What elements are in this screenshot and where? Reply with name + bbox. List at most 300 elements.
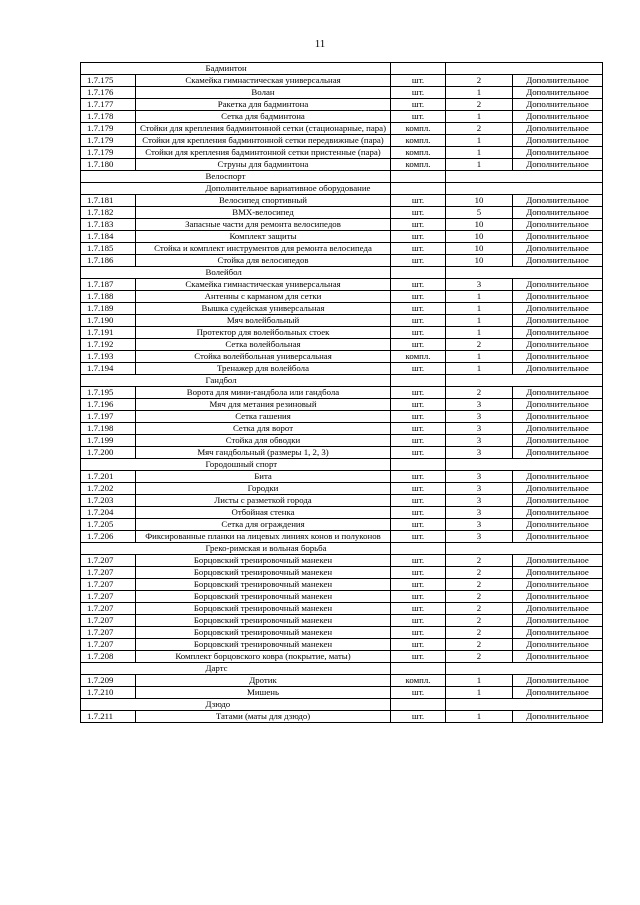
item-unit: компл. [391, 351, 446, 363]
item-unit: шт. [391, 243, 446, 255]
item-code: 1.7.179 [81, 147, 136, 159]
table-row [81, 327, 603, 339]
item-unit: шт. [391, 507, 446, 519]
item-type: Дополнительное [513, 123, 603, 135]
item-type: Дополнительное [513, 471, 603, 483]
item-name: Сетка гашения [136, 411, 391, 423]
section-empty-cell [446, 267, 603, 279]
item-code: 1.7.202 [81, 483, 136, 495]
item-code: 1.7.191 [81, 327, 136, 339]
item-unit: шт. [391, 651, 446, 663]
table-row [81, 519, 603, 531]
item-type: Дополнительное [513, 639, 603, 651]
item-code: 1.7.185 [81, 243, 136, 255]
item-name: Ворота для мини-гандбола или гандбола [136, 387, 391, 399]
item-unit: шт. [391, 387, 446, 399]
item-name: Борцовский тренировочный манекен [136, 627, 391, 639]
item-unit: шт. [391, 483, 446, 495]
item-unit: шт. [391, 615, 446, 627]
item-quantity: 2 [446, 555, 513, 567]
section-code-cell [81, 375, 136, 387]
item-name: Дротик [136, 675, 391, 687]
item-quantity: 3 [446, 435, 513, 447]
item-name: Скамейка гимнастическая универсальная [136, 75, 391, 87]
item-name: Комплект защиты [136, 231, 391, 243]
item-name: Стойка для обводки [136, 435, 391, 447]
table-row [81, 579, 603, 591]
item-quantity: 10 [446, 255, 513, 267]
item-name: Борцовский тренировочный манекен [136, 591, 391, 603]
table-row [81, 711, 603, 723]
item-unit: шт. [391, 579, 446, 591]
table-row [81, 255, 603, 267]
item-name: Борцовский тренировочный манекен [136, 639, 391, 651]
table-row [81, 627, 603, 639]
item-type: Дополнительное [513, 135, 603, 147]
item-name: Отбойная стенка [136, 507, 391, 519]
table-row [81, 387, 603, 399]
section-empty-cell [446, 543, 603, 555]
table-row [81, 219, 603, 231]
item-code: 1.7.190 [81, 315, 136, 327]
item-type: Дополнительное [513, 567, 603, 579]
section-title: Дополнительное вариативное оборудование [136, 183, 391, 195]
item-unit: шт. [391, 531, 446, 543]
item-type: Дополнительное [513, 303, 603, 315]
item-type: Дополнительное [513, 195, 603, 207]
item-quantity: 1 [446, 675, 513, 687]
item-type: Дополнительное [513, 411, 603, 423]
item-quantity: 1 [446, 315, 513, 327]
item-quantity: 3 [446, 471, 513, 483]
item-type: Дополнительное [513, 531, 603, 543]
item-type: Дополнительное [513, 159, 603, 171]
item-unit: шт. [391, 411, 446, 423]
item-name: Мишень [136, 687, 391, 699]
item-name: Сетка для ограждения [136, 519, 391, 531]
section-code-cell [81, 543, 136, 555]
item-name: Бита [136, 471, 391, 483]
item-name: Городки [136, 483, 391, 495]
item-code: 1.7.198 [81, 423, 136, 435]
item-name: Тренажер для волейбола [136, 363, 391, 375]
equipment-table-body [81, 63, 603, 723]
item-quantity: 1 [446, 135, 513, 147]
item-quantity: 1 [446, 291, 513, 303]
item-name: Борцовский тренировочный манекен [136, 615, 391, 627]
item-code: 1.7.204 [81, 507, 136, 519]
item-type: Дополнительное [513, 75, 603, 87]
item-name: Стойки для крепления бадминтонной сетки (стационарные, пара) [136, 123, 391, 135]
item-name: Борцовский тренировочный манекен [136, 579, 391, 591]
item-unit: шт. [391, 339, 446, 351]
item-name: Мяч гандбольный (размеры 1, 2, 3) [136, 447, 391, 459]
item-code: 1.7.192 [81, 339, 136, 351]
item-code: 1.7.175 [81, 75, 136, 87]
item-name: Фиксированные планки на лицевых линиях конов и полуконов [136, 531, 391, 543]
item-quantity: 2 [446, 615, 513, 627]
item-quantity: 3 [446, 279, 513, 291]
item-name: Борцовский тренировочный манекен [136, 567, 391, 579]
item-quantity: 10 [446, 243, 513, 255]
table-row [81, 111, 603, 123]
item-type: Дополнительное [513, 675, 603, 687]
item-type: Дополнительное [513, 351, 603, 363]
item-name: Протектор для волейбольных стоек [136, 327, 391, 339]
page-number: 11 [314, 38, 326, 50]
item-quantity: 1 [446, 147, 513, 159]
section-row [81, 63, 603, 75]
table-row [81, 159, 603, 171]
table-row [81, 639, 603, 651]
item-type: Дополнительное [513, 387, 603, 399]
table-row [81, 483, 603, 495]
item-quantity: 2 [446, 75, 513, 87]
table-row [81, 507, 603, 519]
item-code: 1.7.197 [81, 411, 136, 423]
item-code: 1.7.177 [81, 99, 136, 111]
item-name: Стойки для крепления бадминтонной сетки пристенные (пара) [136, 147, 391, 159]
item-name: Сетка для бадминтона [136, 111, 391, 123]
table-row [81, 351, 603, 363]
item-type: Дополнительное [513, 495, 603, 507]
item-quantity: 3 [446, 495, 513, 507]
item-code: 1.7.207 [81, 579, 136, 591]
item-name: Скамейка гимнастическая универсальная [136, 279, 391, 291]
item-code: 1.7.200 [81, 447, 136, 459]
table-row [81, 123, 603, 135]
item-unit: шт. [391, 99, 446, 111]
item-type: Дополнительное [513, 447, 603, 459]
section-empty-cell [391, 183, 446, 195]
item-type: Дополнительное [513, 399, 603, 411]
item-quantity: 10 [446, 231, 513, 243]
item-type: Дополнительное [513, 555, 603, 567]
section-row [81, 375, 603, 387]
item-quantity: 2 [446, 387, 513, 399]
item-type: Дополнительное [513, 483, 603, 495]
item-name: Борцовский тренировочный манекен [136, 555, 391, 567]
section-empty-cell [391, 543, 446, 555]
item-name: Запасные части для ремонта велосипедов [136, 219, 391, 231]
item-unit: шт. [391, 567, 446, 579]
table-row [81, 87, 603, 99]
item-unit: шт. [391, 435, 446, 447]
section-empty-cell [446, 171, 603, 183]
item-code: 1.7.186 [81, 255, 136, 267]
table-row [81, 651, 603, 663]
section-row [81, 267, 603, 279]
item-quantity: 1 [446, 351, 513, 363]
item-quantity: 1 [446, 159, 513, 171]
table-row [81, 675, 603, 687]
section-title: Бадминтон [136, 63, 391, 75]
item-type: Дополнительное [513, 327, 603, 339]
item-type: Дополнительное [513, 339, 603, 351]
table-row [81, 555, 603, 567]
section-empty-cell [446, 699, 603, 711]
item-unit: шт. [391, 303, 446, 315]
item-unit: шт. [391, 639, 446, 651]
item-quantity: 2 [446, 603, 513, 615]
item-type: Дополнительное [513, 579, 603, 591]
item-quantity: 1 [446, 303, 513, 315]
table-row [81, 363, 603, 375]
item-quantity: 2 [446, 579, 513, 591]
item-code: 1.7.180 [81, 159, 136, 171]
table-row [81, 99, 603, 111]
item-code: 1.7.207 [81, 555, 136, 567]
item-code: 1.7.199 [81, 435, 136, 447]
section-empty-cell [446, 663, 603, 675]
item-code: 1.7.184 [81, 231, 136, 243]
item-code: 1.7.207 [81, 627, 136, 639]
section-code-cell [81, 267, 136, 279]
item-name: Волан [136, 87, 391, 99]
item-type: Дополнительное [513, 627, 603, 639]
table-row [81, 303, 603, 315]
item-code: 1.7.207 [81, 639, 136, 651]
item-name: Мяч волейбольный [136, 315, 391, 327]
item-quantity: 3 [446, 399, 513, 411]
item-name: Стойка волейбольная универсальная [136, 351, 391, 363]
item-type: Дополнительное [513, 363, 603, 375]
section-title: Дартс [136, 663, 391, 675]
section-row [81, 543, 603, 555]
item-quantity: 1 [446, 111, 513, 123]
item-name: Борцовский тренировочный манекен [136, 603, 391, 615]
item-code: 1.7.194 [81, 363, 136, 375]
item-unit: шт. [391, 687, 446, 699]
item-code: 1.7.179 [81, 123, 136, 135]
section-empty-cell [446, 459, 603, 471]
item-type: Дополнительное [513, 207, 603, 219]
item-quantity: 2 [446, 651, 513, 663]
item-type: Дополнительное [513, 651, 603, 663]
table-row [81, 591, 603, 603]
item-quantity: 3 [446, 531, 513, 543]
item-code: 1.7.187 [81, 279, 136, 291]
table-row [81, 495, 603, 507]
item-code: 1.7.210 [81, 687, 136, 699]
item-type: Дополнительное [513, 615, 603, 627]
item-code: 1.7.179 [81, 135, 136, 147]
section-empty-cell [391, 663, 446, 675]
item-quantity: 2 [446, 591, 513, 603]
item-quantity: 1 [446, 711, 513, 723]
item-code: 1.7.207 [81, 603, 136, 615]
item-name: Антенны с карманом для сетки [136, 291, 391, 303]
table-row [81, 399, 603, 411]
section-empty-cell [446, 375, 603, 387]
item-code: 1.7.176 [81, 87, 136, 99]
item-type: Дополнительное [513, 255, 603, 267]
item-name: Вышка судейская универсальная [136, 303, 391, 315]
item-name: Стойка для велосипедов [136, 255, 391, 267]
item-type: Дополнительное [513, 279, 603, 291]
item-code: 1.7.181 [81, 195, 136, 207]
item-unit: шт. [391, 363, 446, 375]
item-name: Комплект борцовского ковра (покрытие, маты) [136, 651, 391, 663]
item-code: 1.7.183 [81, 219, 136, 231]
table-row [81, 339, 603, 351]
section-empty-cell [446, 63, 603, 75]
item-type: Дополнительное [513, 603, 603, 615]
item-unit: шт. [391, 195, 446, 207]
item-quantity: 2 [446, 99, 513, 111]
section-empty-cell [391, 267, 446, 279]
item-type: Дополнительное [513, 315, 603, 327]
section-title: Гандбол [136, 375, 391, 387]
item-code: 1.7.193 [81, 351, 136, 363]
table-row [81, 447, 603, 459]
item-unit: шт. [391, 627, 446, 639]
item-name: Стойка и комплект инструментов для ремонта велосипеда [136, 243, 391, 255]
table-row [81, 603, 603, 615]
section-empty-cell [391, 699, 446, 711]
item-unit: шт. [391, 603, 446, 615]
item-unit: шт. [391, 495, 446, 507]
section-code-cell [81, 459, 136, 471]
item-quantity: 2 [446, 639, 513, 651]
item-unit: компл. [391, 135, 446, 147]
item-unit: шт. [391, 231, 446, 243]
item-code: 1.7.178 [81, 111, 136, 123]
item-code: 1.7.196 [81, 399, 136, 411]
item-quantity: 3 [446, 519, 513, 531]
section-empty-cell [391, 63, 446, 75]
table-row [81, 471, 603, 483]
item-type: Дополнительное [513, 519, 603, 531]
item-unit: шт. [391, 87, 446, 99]
item-name: Струны для бадминтона [136, 159, 391, 171]
item-code: 1.7.208 [81, 651, 136, 663]
item-unit: шт. [391, 315, 446, 327]
section-row [81, 459, 603, 471]
item-type: Дополнительное [513, 687, 603, 699]
item-quantity: 2 [446, 123, 513, 135]
item-type: Дополнительное [513, 591, 603, 603]
item-code: 1.7.203 [81, 495, 136, 507]
table-row [81, 411, 603, 423]
item-quantity: 3 [446, 411, 513, 423]
table-row [81, 687, 603, 699]
item-unit: шт. [391, 711, 446, 723]
item-code: 1.7.188 [81, 291, 136, 303]
item-code: 1.7.189 [81, 303, 136, 315]
table-row [81, 279, 603, 291]
table-row [81, 315, 603, 327]
item-unit: шт. [391, 519, 446, 531]
item-quantity: 3 [446, 483, 513, 495]
item-type: Дополнительное [513, 507, 603, 519]
item-unit: шт. [391, 447, 446, 459]
item-name: Ракетка для бадминтона [136, 99, 391, 111]
item-unit: шт. [391, 279, 446, 291]
section-code-cell [81, 171, 136, 183]
table-row [81, 147, 603, 159]
table-row [81, 423, 603, 435]
item-quantity: 1 [446, 87, 513, 99]
section-empty-cell [391, 171, 446, 183]
item-unit: компл. [391, 147, 446, 159]
section-code-cell [81, 63, 136, 75]
item-quantity: 2 [446, 567, 513, 579]
section-title: Дзюдо [136, 699, 391, 711]
item-unit: шт. [391, 291, 446, 303]
table-row [81, 75, 603, 87]
item-type: Дополнительное [513, 147, 603, 159]
item-type: Дополнительное [513, 231, 603, 243]
item-unit: шт. [391, 75, 446, 87]
item-unit: компл. [391, 159, 446, 171]
item-unit: шт. [391, 591, 446, 603]
item-type: Дополнительное [513, 291, 603, 303]
section-code-cell [81, 699, 136, 711]
item-unit: шт. [391, 219, 446, 231]
item-unit: шт. [391, 111, 446, 123]
item-unit: шт. [391, 255, 446, 267]
item-unit: шт. [391, 327, 446, 339]
item-code: 1.7.205 [81, 519, 136, 531]
item-unit: компл. [391, 675, 446, 687]
item-unit: шт. [391, 207, 446, 219]
item-name: Татами (маты для дзюдо) [136, 711, 391, 723]
section-title: Велоспорт [136, 171, 391, 183]
item-unit: шт. [391, 471, 446, 483]
equipment-table [80, 62, 603, 723]
item-code: 1.7.209 [81, 675, 136, 687]
item-quantity: 1 [446, 363, 513, 375]
item-name: Мяч для метания резиновый [136, 399, 391, 411]
item-quantity: 3 [446, 423, 513, 435]
item-type: Дополнительное [513, 243, 603, 255]
item-code: 1.7.207 [81, 615, 136, 627]
table-row [81, 615, 603, 627]
item-name: Листы с разметкой города [136, 495, 391, 507]
item-name: Сетка для ворот [136, 423, 391, 435]
table-row [81, 135, 603, 147]
item-quantity: 5 [446, 207, 513, 219]
item-code: 1.7.195 [81, 387, 136, 399]
table-row [81, 231, 603, 243]
item-quantity: 3 [446, 447, 513, 459]
item-code: 1.7.207 [81, 567, 136, 579]
section-row [81, 183, 603, 195]
item-quantity: 10 [446, 195, 513, 207]
item-quantity: 1 [446, 327, 513, 339]
item-type: Дополнительное [513, 87, 603, 99]
item-code: 1.7.201 [81, 471, 136, 483]
table-row [81, 291, 603, 303]
item-quantity: 1 [446, 687, 513, 699]
table-row [81, 435, 603, 447]
item-code: 1.7.206 [81, 531, 136, 543]
section-row [81, 171, 603, 183]
item-quantity: 2 [446, 627, 513, 639]
section-empty-cell [391, 375, 446, 387]
table-row [81, 207, 603, 219]
item-name: Велосипед спортивный [136, 195, 391, 207]
section-code-cell [81, 663, 136, 675]
item-type: Дополнительное [513, 99, 603, 111]
item-type: Дополнительное [513, 435, 603, 447]
table-row [81, 243, 603, 255]
section-row [81, 699, 603, 711]
item-code: 1.7.211 [81, 711, 136, 723]
item-name: BMX-велосипед [136, 207, 391, 219]
table-row [81, 531, 603, 543]
